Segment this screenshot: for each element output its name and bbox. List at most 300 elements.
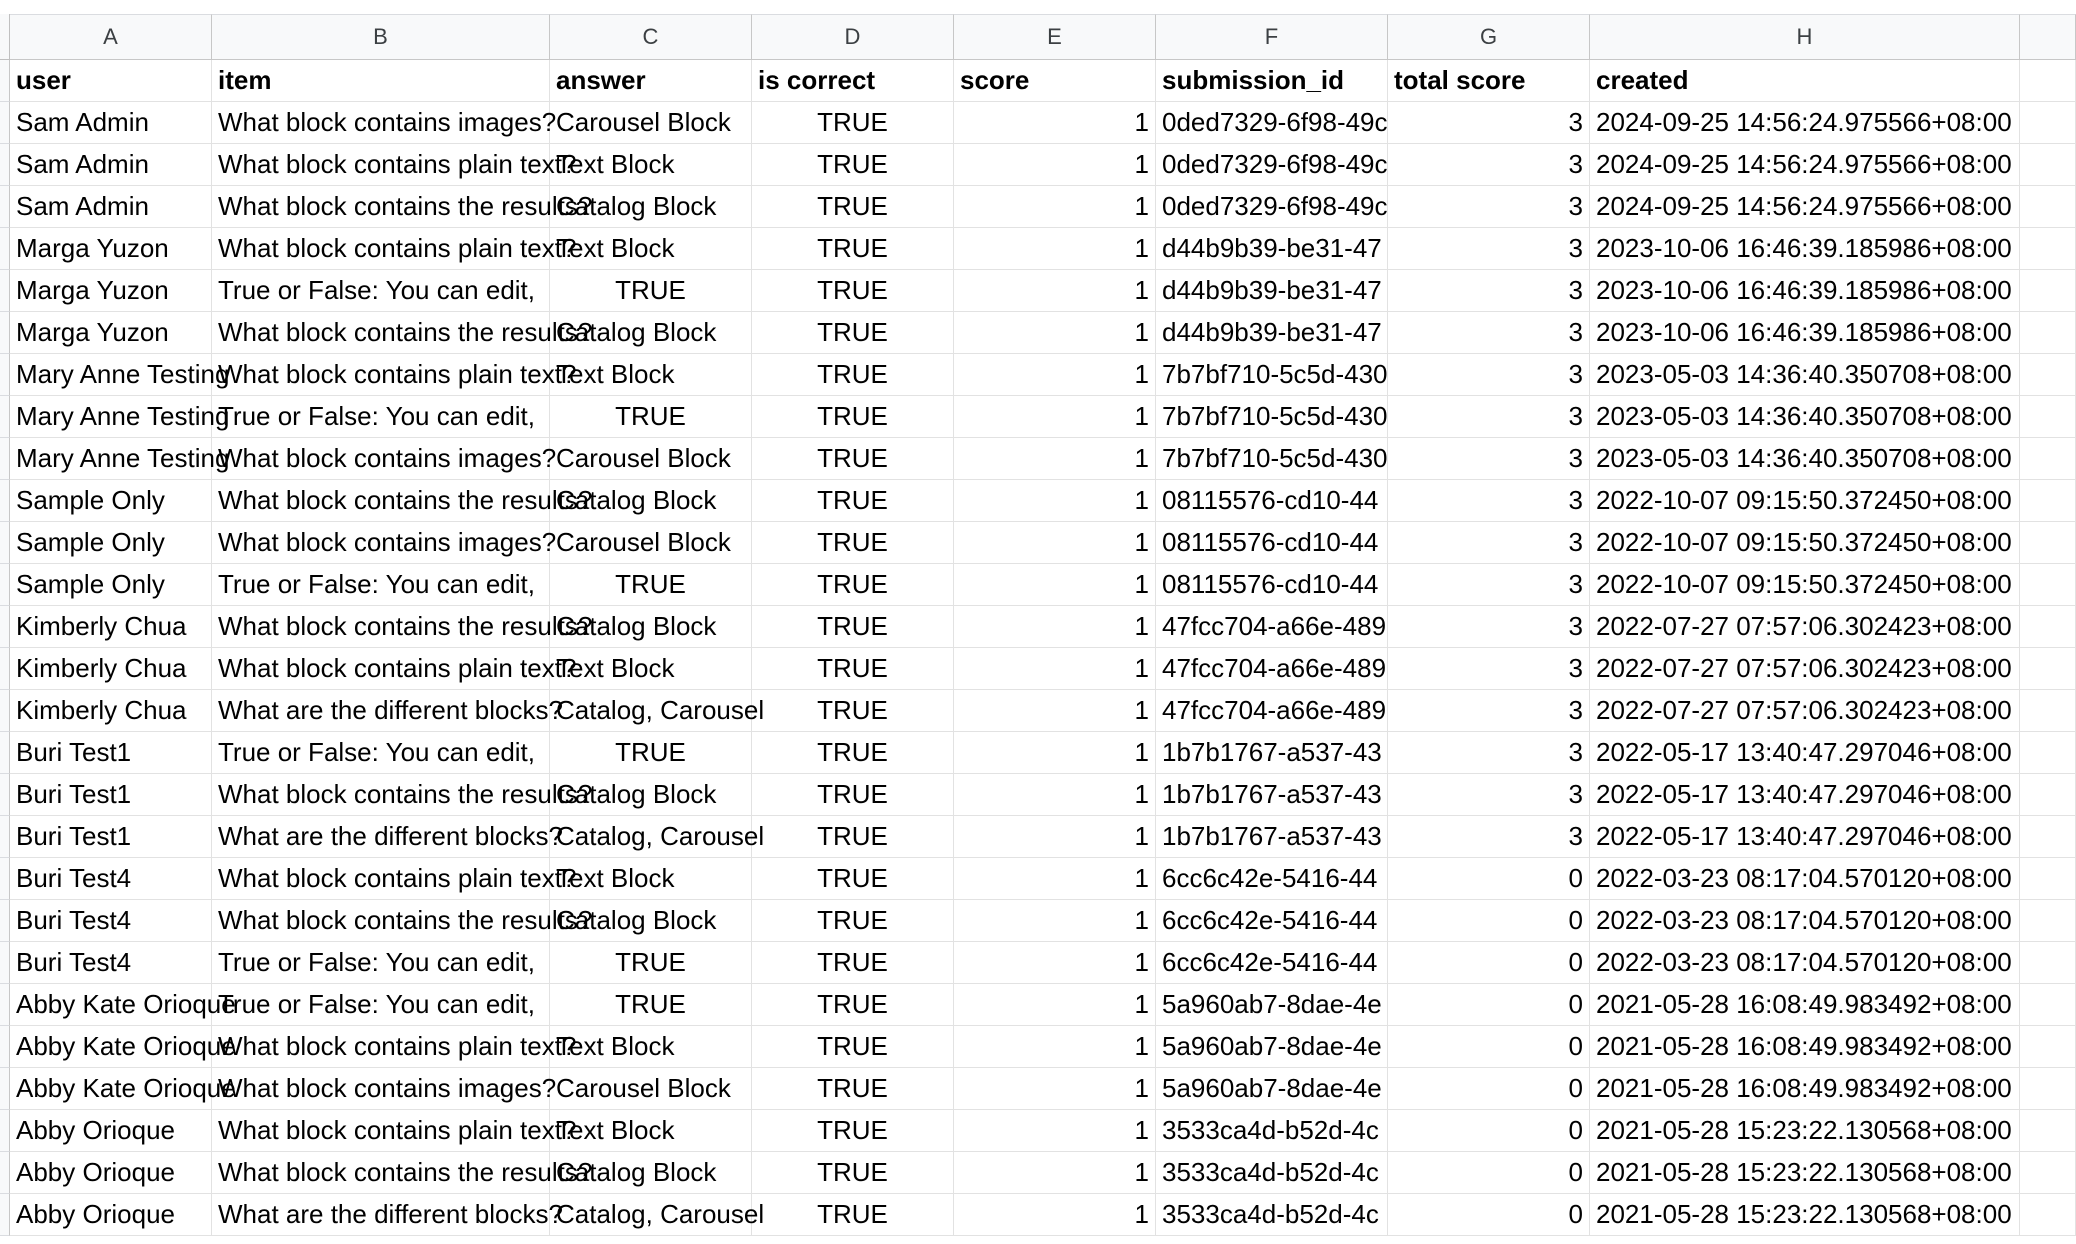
cell-submission-id[interactable]: 0ded7329-6f98-49c: [1156, 144, 1388, 186]
cell-created[interactable]: 2022-07-27 07:57:06.302423+08:00: [1590, 648, 2020, 690]
cell-total-score[interactable]: 3: [1388, 312, 1590, 354]
column-header-f[interactable]: F: [1156, 14, 1388, 60]
cell-answer[interactable]: TRUE: [550, 732, 752, 774]
cell-created[interactable]: 2024-09-25 14:56:24.975566+08:00: [1590, 144, 2020, 186]
cell-item[interactable]: True or False: You can edit,: [212, 984, 550, 1026]
header-row: [10, 60, 2076, 102]
cell-total-score[interactable]: 3: [1388, 270, 1590, 312]
cell-answer[interactable]: Catalog Block: [550, 186, 752, 228]
cell-user[interactable]: Buri Test1: [10, 774, 212, 816]
row-number-cell[interactable]: [0, 1152, 10, 1194]
empty-cell[interactable]: [2020, 396, 2076, 438]
cell-created[interactable]: 2024-09-25 14:56:24.975566+08:00: [1590, 102, 2020, 144]
row-number-cell[interactable]: [0, 1026, 10, 1068]
cell-item[interactable]: What block contains the results?: [212, 606, 550, 648]
cell-answer[interactable]: Carousel Block: [550, 438, 752, 480]
cell-user[interactable]: Kimberly Chua: [10, 606, 212, 648]
cell-item[interactable]: What block contains the results?: [212, 774, 550, 816]
row-number-cell[interactable]: [0, 60, 10, 102]
column-header-h[interactable]: H: [1590, 14, 2020, 60]
cell-answer[interactable]: TRUE: [550, 270, 752, 312]
cell-total-score[interactable]: 0: [1388, 1194, 1590, 1236]
cell-user[interactable]: Abby Orioque: [10, 1194, 212, 1236]
cell-is-correct[interactable]: TRUE: [752, 774, 954, 816]
header-cell-is-correct[interactable]: is correct: [752, 60, 954, 102]
cell-submission-id[interactable]: 08115576-cd10-44: [1156, 480, 1388, 522]
cell-is-correct[interactable]: TRUE: [752, 270, 954, 312]
cell-score[interactable]: 1: [954, 606, 1156, 648]
row-number-cell[interactable]: [0, 354, 10, 396]
cell-total-score[interactable]: 0: [1388, 942, 1590, 984]
cell-created[interactable]: 2023-05-03 14:36:40.350708+08:00: [1590, 354, 2020, 396]
cell-score[interactable]: 1: [954, 1068, 1156, 1110]
empty-cell[interactable]: [2020, 690, 2076, 732]
cell-score[interactable]: 1: [954, 186, 1156, 228]
column-header-blank[interactable]: [2020, 14, 2076, 60]
cell-item[interactable]: What block contains images?: [212, 102, 550, 144]
toolbar-edge: [0, 0, 2076, 14]
cell-created[interactable]: 2022-03-23 08:17:04.570120+08:00: [1590, 942, 2020, 984]
cell-score[interactable]: 1: [954, 144, 1156, 186]
cell-score[interactable]: 1: [954, 522, 1156, 564]
select-all-corner[interactable]: [0, 14, 10, 60]
cell-item[interactable]: What are the different blocks?: [212, 690, 550, 732]
cell-created[interactable]: 2024-09-25 14:56:24.975566+08:00: [1590, 186, 2020, 228]
cell-created[interactable]: 2023-10-06 16:46:39.185986+08:00: [1590, 228, 2020, 270]
cell-submission-id[interactable]: 1b7b1767-a537-43: [1156, 732, 1388, 774]
cell-user[interactable]: Mary Anne Testing: [10, 396, 212, 438]
row-number-cell[interactable]: [0, 1110, 10, 1152]
cell-is-correct[interactable]: TRUE: [752, 984, 954, 1026]
cell-submission-id[interactable]: 5a960ab7-8dae-4e: [1156, 1026, 1388, 1068]
row-number-cell[interactable]: [0, 564, 10, 606]
empty-cell[interactable]: [2020, 564, 2076, 606]
cell-score[interactable]: 1: [954, 1110, 1156, 1152]
cell-is-correct[interactable]: TRUE: [752, 1110, 954, 1152]
cell-submission-id[interactable]: 7b7bf710-5c5d-430: [1156, 438, 1388, 480]
cell-answer[interactable]: Text Block: [550, 648, 752, 690]
cell-submission-id[interactable]: d44b9b39-be31-47: [1156, 270, 1388, 312]
cell-item[interactable]: True or False: You can edit,: [212, 396, 550, 438]
cell-is-correct[interactable]: TRUE: [752, 900, 954, 942]
cell-total-score[interactable]: 0: [1388, 858, 1590, 900]
cell-item[interactable]: What block contains the results?: [212, 900, 550, 942]
table-row: [10, 354, 2076, 396]
cell-is-correct[interactable]: TRUE: [752, 732, 954, 774]
cell-total-score[interactable]: 0: [1388, 1068, 1590, 1110]
cell-submission-id[interactable]: 0ded7329-6f98-49c: [1156, 102, 1388, 144]
header-cell-submission-id[interactable]: submission_id: [1156, 60, 1388, 102]
cell-user[interactable]: Kimberly Chua: [10, 690, 212, 732]
empty-cell[interactable]: [2020, 1194, 2076, 1236]
cell-user[interactable]: Sam Admin: [10, 144, 212, 186]
cell-user[interactable]: Sam Admin: [10, 102, 212, 144]
cell-created[interactable]: 2023-05-03 14:36:40.350708+08:00: [1590, 396, 2020, 438]
cell-score[interactable]: 1: [954, 648, 1156, 690]
column-header-g[interactable]: G: [1388, 14, 1590, 60]
row-number-cell[interactable]: [0, 606, 10, 648]
cell-user[interactable]: Marga Yuzon: [10, 270, 212, 312]
cell-is-correct[interactable]: TRUE: [752, 144, 954, 186]
empty-cell[interactable]: [2020, 942, 2076, 984]
cell-answer[interactable]: Catalog Block: [550, 774, 752, 816]
cell-total-score[interactable]: 3: [1388, 438, 1590, 480]
empty-cell[interactable]: [2020, 1026, 2076, 1068]
cell-submission-id[interactable]: 6cc6c42e-5416-44: [1156, 942, 1388, 984]
row-number-cell[interactable]: [0, 396, 10, 438]
cell-created[interactable]: 2021-05-28 16:08:49.983492+08:00: [1590, 1068, 2020, 1110]
cell-answer[interactable]: Carousel Block: [550, 102, 752, 144]
cell-item[interactable]: True or False: You can edit,: [212, 270, 550, 312]
cell-is-correct[interactable]: TRUE: [752, 690, 954, 732]
cell-answer[interactable]: Text Block: [550, 228, 752, 270]
empty-cell[interactable]: [2020, 228, 2076, 270]
cell-answer[interactable]: Text Block: [550, 354, 752, 396]
cell-item[interactable]: What block contains the results?: [212, 312, 550, 354]
cell-total-score[interactable]: 3: [1388, 606, 1590, 648]
header-cell-answer[interactable]: answer: [550, 60, 752, 102]
cell-is-correct[interactable]: TRUE: [752, 858, 954, 900]
cell-total-score[interactable]: 0: [1388, 900, 1590, 942]
row-number-cell[interactable]: [0, 102, 10, 144]
cell-submission-id[interactable]: 08115576-cd10-44: [1156, 564, 1388, 606]
cell-answer[interactable]: Catalog, Carousel: [550, 816, 752, 858]
cell-submission-id[interactable]: 7b7bf710-5c5d-430: [1156, 354, 1388, 396]
cell-user[interactable]: Kimberly Chua: [10, 648, 212, 690]
cell-submission-id[interactable]: 6cc6c42e-5416-44: [1156, 900, 1388, 942]
cell-is-correct[interactable]: TRUE: [752, 816, 954, 858]
cell-item[interactable]: What block contains plain text?: [212, 648, 550, 690]
cell-created[interactable]: 2023-05-03 14:36:40.350708+08:00: [1590, 438, 2020, 480]
empty-cell[interactable]: [2020, 774, 2076, 816]
cell-item[interactable]: What block contains plain text?: [212, 858, 550, 900]
row-number-cell[interactable]: [0, 438, 10, 480]
empty-cell[interactable]: [2020, 144, 2076, 186]
table-row: [10, 396, 2076, 438]
cell-answer[interactable]: Catalog Block: [550, 900, 752, 942]
cell-total-score[interactable]: 3: [1388, 648, 1590, 690]
row-number-cell[interactable]: [0, 186, 10, 228]
cell-answer[interactable]: Catalog Block: [550, 480, 752, 522]
cell-score[interactable]: 1: [954, 1152, 1156, 1194]
cell-total-score[interactable]: 3: [1388, 690, 1590, 732]
cell-user[interactable]: Abby Orioque: [10, 1152, 212, 1194]
cell-created[interactable]: 2023-10-06 16:46:39.185986+08:00: [1590, 312, 2020, 354]
cell-submission-id[interactable]: 3533ca4d-b52d-4c: [1156, 1194, 1388, 1236]
cell-answer[interactable]: Text Block: [550, 1026, 752, 1068]
cell-item[interactable]: What block contains images?: [212, 1068, 550, 1110]
cell-created[interactable]: 2022-10-07 09:15:50.372450+08:00: [1590, 480, 2020, 522]
cell-total-score[interactable]: 3: [1388, 186, 1590, 228]
cell-answer[interactable]: Catalog, Carousel: [550, 1194, 752, 1236]
header-cell-item[interactable]: item: [212, 60, 550, 102]
cell-score[interactable]: 1: [954, 900, 1156, 942]
cell-created[interactable]: 2022-07-27 07:57:06.302423+08:00: [1590, 606, 2020, 648]
cell-created[interactable]: 2021-05-28 15:23:22.130568+08:00: [1590, 1152, 2020, 1194]
empty-cell[interactable]: [2020, 732, 2076, 774]
cell-item[interactable]: What block contains plain text?: [212, 1026, 550, 1068]
cell-item[interactable]: What block contains the results?: [212, 480, 550, 522]
cell-created[interactable]: 2022-05-17 13:40:47.297046+08:00: [1590, 816, 2020, 858]
cell-answer[interactable]: Text Block: [550, 144, 752, 186]
cell-submission-id[interactable]: 6cc6c42e-5416-44: [1156, 858, 1388, 900]
cell-submission-id[interactable]: d44b9b39-be31-47: [1156, 312, 1388, 354]
cell-submission-id[interactable]: 0ded7329-6f98-49c: [1156, 186, 1388, 228]
cell-total-score[interactable]: 3: [1388, 144, 1590, 186]
table-row: [10, 1110, 2076, 1152]
cell-user[interactable]: Abby Kate Orioque: [10, 984, 212, 1026]
cell-score[interactable]: 1: [954, 816, 1156, 858]
cell-answer[interactable]: TRUE: [550, 564, 752, 606]
cell-user[interactable]: Sam Admin: [10, 186, 212, 228]
cell-is-correct[interactable]: TRUE: [752, 102, 954, 144]
cell-is-correct[interactable]: TRUE: [752, 228, 954, 270]
cell-item[interactable]: What block contains plain text?: [212, 228, 550, 270]
cell-item[interactable]: What block contains plain text?: [212, 1110, 550, 1152]
cell-submission-id[interactable]: 3533ca4d-b52d-4c: [1156, 1110, 1388, 1152]
cell-submission-id[interactable]: 7b7bf710-5c5d-430: [1156, 396, 1388, 438]
cell-is-correct[interactable]: TRUE: [752, 522, 954, 564]
cell-is-correct[interactable]: TRUE: [752, 1194, 954, 1236]
cell-total-score[interactable]: 0: [1388, 1152, 1590, 1194]
cell-user[interactable]: Abby Kate Orioque: [10, 1026, 212, 1068]
row-number-cell[interactable]: [0, 690, 10, 732]
cell-answer[interactable]: Text Block: [550, 1110, 752, 1152]
cell-created[interactable]: 2022-03-23 08:17:04.570120+08:00: [1590, 858, 2020, 900]
cell-submission-id[interactable]: 47fcc704-a66e-489: [1156, 690, 1388, 732]
cell-submission-id[interactable]: 1b7b1767-a537-43: [1156, 816, 1388, 858]
cell-total-score[interactable]: 3: [1388, 396, 1590, 438]
cell-item[interactable]: True or False: You can edit,: [212, 564, 550, 606]
empty-cell[interactable]: [2020, 984, 2076, 1026]
cell-user[interactable]: Buri Test4: [10, 942, 212, 984]
cell-score[interactable]: 1: [954, 270, 1156, 312]
column-header-d[interactable]: D: [752, 14, 954, 60]
row-number-cell[interactable]: [0, 942, 10, 984]
row-number-cell[interactable]: [0, 270, 10, 312]
cell-item[interactable]: What block contains plain text?: [212, 144, 550, 186]
cell-created[interactable]: 2022-10-07 09:15:50.372450+08:00: [1590, 522, 2020, 564]
cell-created[interactable]: 2023-10-06 16:46:39.185986+08:00: [1590, 270, 2020, 312]
cell-is-correct[interactable]: TRUE: [752, 1068, 954, 1110]
cell-submission-id[interactable]: 47fcc704-a66e-489: [1156, 606, 1388, 648]
cell-item[interactable]: What block contains the results?: [212, 1152, 550, 1194]
cell-user[interactable]: Abby Orioque: [10, 1110, 212, 1152]
cell-score[interactable]: 1: [954, 396, 1156, 438]
cell-submission-id[interactable]: 5a960ab7-8dae-4e: [1156, 1068, 1388, 1110]
empty-cell[interactable]: [2020, 480, 2076, 522]
cell-answer[interactable]: TRUE: [550, 396, 752, 438]
empty-cell[interactable]: [2020, 1152, 2076, 1194]
cell-score[interactable]: 1: [954, 354, 1156, 396]
cell-item[interactable]: What block contains images?: [212, 522, 550, 564]
cell-user[interactable]: Mary Anne Testing: [10, 438, 212, 480]
cell-is-correct[interactable]: TRUE: [752, 186, 954, 228]
cell-created[interactable]: 2021-05-28 15:23:22.130568+08:00: [1590, 1110, 2020, 1152]
cell-is-correct[interactable]: TRUE: [752, 648, 954, 690]
table-row: [10, 606, 2076, 648]
table-row: [10, 690, 2076, 732]
cell-item[interactable]: What block contains images?: [212, 438, 550, 480]
cell-created[interactable]: 2022-03-23 08:17:04.570120+08:00: [1590, 900, 2020, 942]
cell-score[interactable]: 1: [954, 228, 1156, 270]
cell-user[interactable]: Marga Yuzon: [10, 312, 212, 354]
empty-cell[interactable]: [2020, 186, 2076, 228]
row-number-cell[interactable]: [0, 858, 10, 900]
cell-is-correct[interactable]: TRUE: [752, 606, 954, 648]
cell-score[interactable]: 1: [954, 732, 1156, 774]
cell-total-score[interactable]: 3: [1388, 564, 1590, 606]
cell-is-correct[interactable]: TRUE: [752, 564, 954, 606]
row-number-cell[interactable]: [0, 312, 10, 354]
cell-score[interactable]: 1: [954, 1026, 1156, 1068]
cell-score[interactable]: 1: [954, 942, 1156, 984]
empty-cell[interactable]: [2020, 1068, 2076, 1110]
header-cell-total-score[interactable]: total score: [1388, 60, 1590, 102]
header-cell-user[interactable]: user: [10, 60, 212, 102]
cell-is-correct[interactable]: TRUE: [752, 480, 954, 522]
cell-created[interactable]: 2022-05-17 13:40:47.297046+08:00: [1590, 732, 2020, 774]
cell-item[interactable]: True or False: You can edit,: [212, 942, 550, 984]
empty-cell[interactable]: [2020, 858, 2076, 900]
cell-answer[interactable]: Catalog Block: [550, 606, 752, 648]
cell-item[interactable]: True or False: You can edit,: [212, 732, 550, 774]
cell-created[interactable]: 2021-05-28 16:08:49.983492+08:00: [1590, 984, 2020, 1026]
row-number-cell[interactable]: [0, 816, 10, 858]
cell-total-score[interactable]: 3: [1388, 228, 1590, 270]
row-number-cell[interactable]: [0, 900, 10, 942]
cell-user[interactable]: Buri Test1: [10, 816, 212, 858]
table-row: [10, 102, 2076, 144]
cell-created[interactable]: 2022-10-07 09:15:50.372450+08:00: [1590, 564, 2020, 606]
cell-is-correct[interactable]: TRUE: [752, 396, 954, 438]
cell-created[interactable]: 2022-05-17 13:40:47.297046+08:00: [1590, 774, 2020, 816]
header-cell-score[interactable]: score: [954, 60, 1156, 102]
cell-user[interactable]: Buri Test4: [10, 858, 212, 900]
cell-item[interactable]: What are the different blocks?: [212, 816, 550, 858]
column-header-b[interactable]: B: [212, 14, 550, 60]
cell-score[interactable]: 1: [954, 690, 1156, 732]
row-number-cell[interactable]: [0, 774, 10, 816]
row-number-cell[interactable]: [0, 480, 10, 522]
empty-cell[interactable]: [2020, 312, 2076, 354]
empty-cell[interactable]: [2020, 900, 2076, 942]
row-number-cell[interactable]: [0, 228, 10, 270]
empty-cell[interactable]: [2020, 354, 2076, 396]
cell-total-score[interactable]: 3: [1388, 774, 1590, 816]
cell-total-score[interactable]: 0: [1388, 984, 1590, 1026]
cell-created[interactable]: 2022-07-27 07:57:06.302423+08:00: [1590, 690, 2020, 732]
cell-submission-id[interactable]: 08115576-cd10-44: [1156, 522, 1388, 564]
cell-is-correct[interactable]: TRUE: [752, 438, 954, 480]
cell-user[interactable]: Sample Only: [10, 564, 212, 606]
cell-total-score[interactable]: 3: [1388, 354, 1590, 396]
cell-answer[interactable]: Carousel Block: [550, 1068, 752, 1110]
empty-cell[interactable]: [2020, 270, 2076, 312]
empty-cell[interactable]: [2020, 606, 2076, 648]
cell-score[interactable]: 1: [954, 774, 1156, 816]
cell-user[interactable]: Mary Anne Testing: [10, 354, 212, 396]
cell-is-correct[interactable]: TRUE: [752, 1152, 954, 1194]
cell-item[interactable]: What block contains plain text?: [212, 354, 550, 396]
row-number-cell[interactable]: [0, 984, 10, 1026]
cell-item[interactable]: What are the different blocks?: [212, 1194, 550, 1236]
cell-score[interactable]: 1: [954, 480, 1156, 522]
row-number-cell[interactable]: [0, 144, 10, 186]
cell-user[interactable]: Buri Test1: [10, 732, 212, 774]
cell-score[interactable]: 1: [954, 984, 1156, 1026]
cell-total-score[interactable]: 3: [1388, 522, 1590, 564]
column-header-e[interactable]: E: [954, 14, 1156, 60]
column-header-c[interactable]: C: [550, 14, 752, 60]
cell-is-correct[interactable]: TRUE: [752, 1026, 954, 1068]
cell-score[interactable]: 1: [954, 102, 1156, 144]
cell-is-correct[interactable]: TRUE: [752, 354, 954, 396]
column-header-a[interactable]: A: [10, 14, 212, 60]
cell-answer[interactable]: Catalog Block: [550, 312, 752, 354]
row-number-cell[interactable]: [0, 1194, 10, 1236]
empty-cell[interactable]: [2020, 60, 2076, 102]
cell-score[interactable]: 1: [954, 438, 1156, 480]
cell-total-score[interactable]: 0: [1388, 1026, 1590, 1068]
cell-total-score[interactable]: 0: [1388, 1110, 1590, 1152]
cell-total-score[interactable]: 3: [1388, 480, 1590, 522]
cell-score[interactable]: 1: [954, 858, 1156, 900]
cell-user[interactable]: Sample Only: [10, 480, 212, 522]
row-number-cell[interactable]: [0, 522, 10, 564]
cell-created[interactable]: 2021-05-28 15:23:22.130568+08:00: [1590, 1194, 2020, 1236]
cell-is-correct[interactable]: TRUE: [752, 312, 954, 354]
cell-submission-id[interactable]: 5a960ab7-8dae-4e: [1156, 984, 1388, 1026]
cell-submission-id[interactable]: 47fcc704-a66e-489: [1156, 648, 1388, 690]
row-number-cell[interactable]: [0, 648, 10, 690]
cell-total-score[interactable]: 3: [1388, 816, 1590, 858]
cell-answer[interactable]: TRUE: [550, 942, 752, 984]
cell-created[interactable]: 2021-05-28 16:08:49.983492+08:00: [1590, 1026, 2020, 1068]
row-number-cell[interactable]: [0, 732, 10, 774]
cell-total-score[interactable]: 3: [1388, 732, 1590, 774]
empty-cell[interactable]: [2020, 816, 2076, 858]
row-number-cell[interactable]: [0, 1068, 10, 1110]
empty-cell[interactable]: [2020, 1110, 2076, 1152]
cell-submission-id[interactable]: 3533ca4d-b52d-4c: [1156, 1152, 1388, 1194]
cell-score[interactable]: 1: [954, 1194, 1156, 1236]
cell-item[interactable]: What block contains the results?: [212, 186, 550, 228]
cell-user[interactable]: Abby Kate Orioque: [10, 1068, 212, 1110]
empty-cell[interactable]: [2020, 438, 2076, 480]
cell-user[interactable]: Buri Test4: [10, 900, 212, 942]
cell-submission-id[interactable]: 1b7b1767-a537-43: [1156, 774, 1388, 816]
cell-answer[interactable]: Catalog, Carousel: [550, 690, 752, 732]
cell-is-correct[interactable]: TRUE: [752, 942, 954, 984]
cell-answer[interactable]: Catalog Block: [550, 1152, 752, 1194]
table-row: [10, 480, 2076, 522]
table-row: [10, 186, 2076, 228]
cell-answer[interactable]: Carousel Block: [550, 522, 752, 564]
cell-score[interactable]: 1: [954, 564, 1156, 606]
cell-answer[interactable]: Text Block: [550, 858, 752, 900]
empty-cell[interactable]: [2020, 102, 2076, 144]
empty-cell[interactable]: [2020, 522, 2076, 564]
cell-submission-id[interactable]: d44b9b39-be31-47: [1156, 228, 1388, 270]
cell-user[interactable]: Sample Only: [10, 522, 212, 564]
empty-cell[interactable]: [2020, 648, 2076, 690]
cell-answer[interactable]: TRUE: [550, 984, 752, 1026]
cell-total-score[interactable]: 3: [1388, 102, 1590, 144]
cell-user[interactable]: Marga Yuzon: [10, 228, 212, 270]
cell-score[interactable]: 1: [954, 312, 1156, 354]
header-cell-created[interactable]: created: [1590, 60, 2020, 102]
